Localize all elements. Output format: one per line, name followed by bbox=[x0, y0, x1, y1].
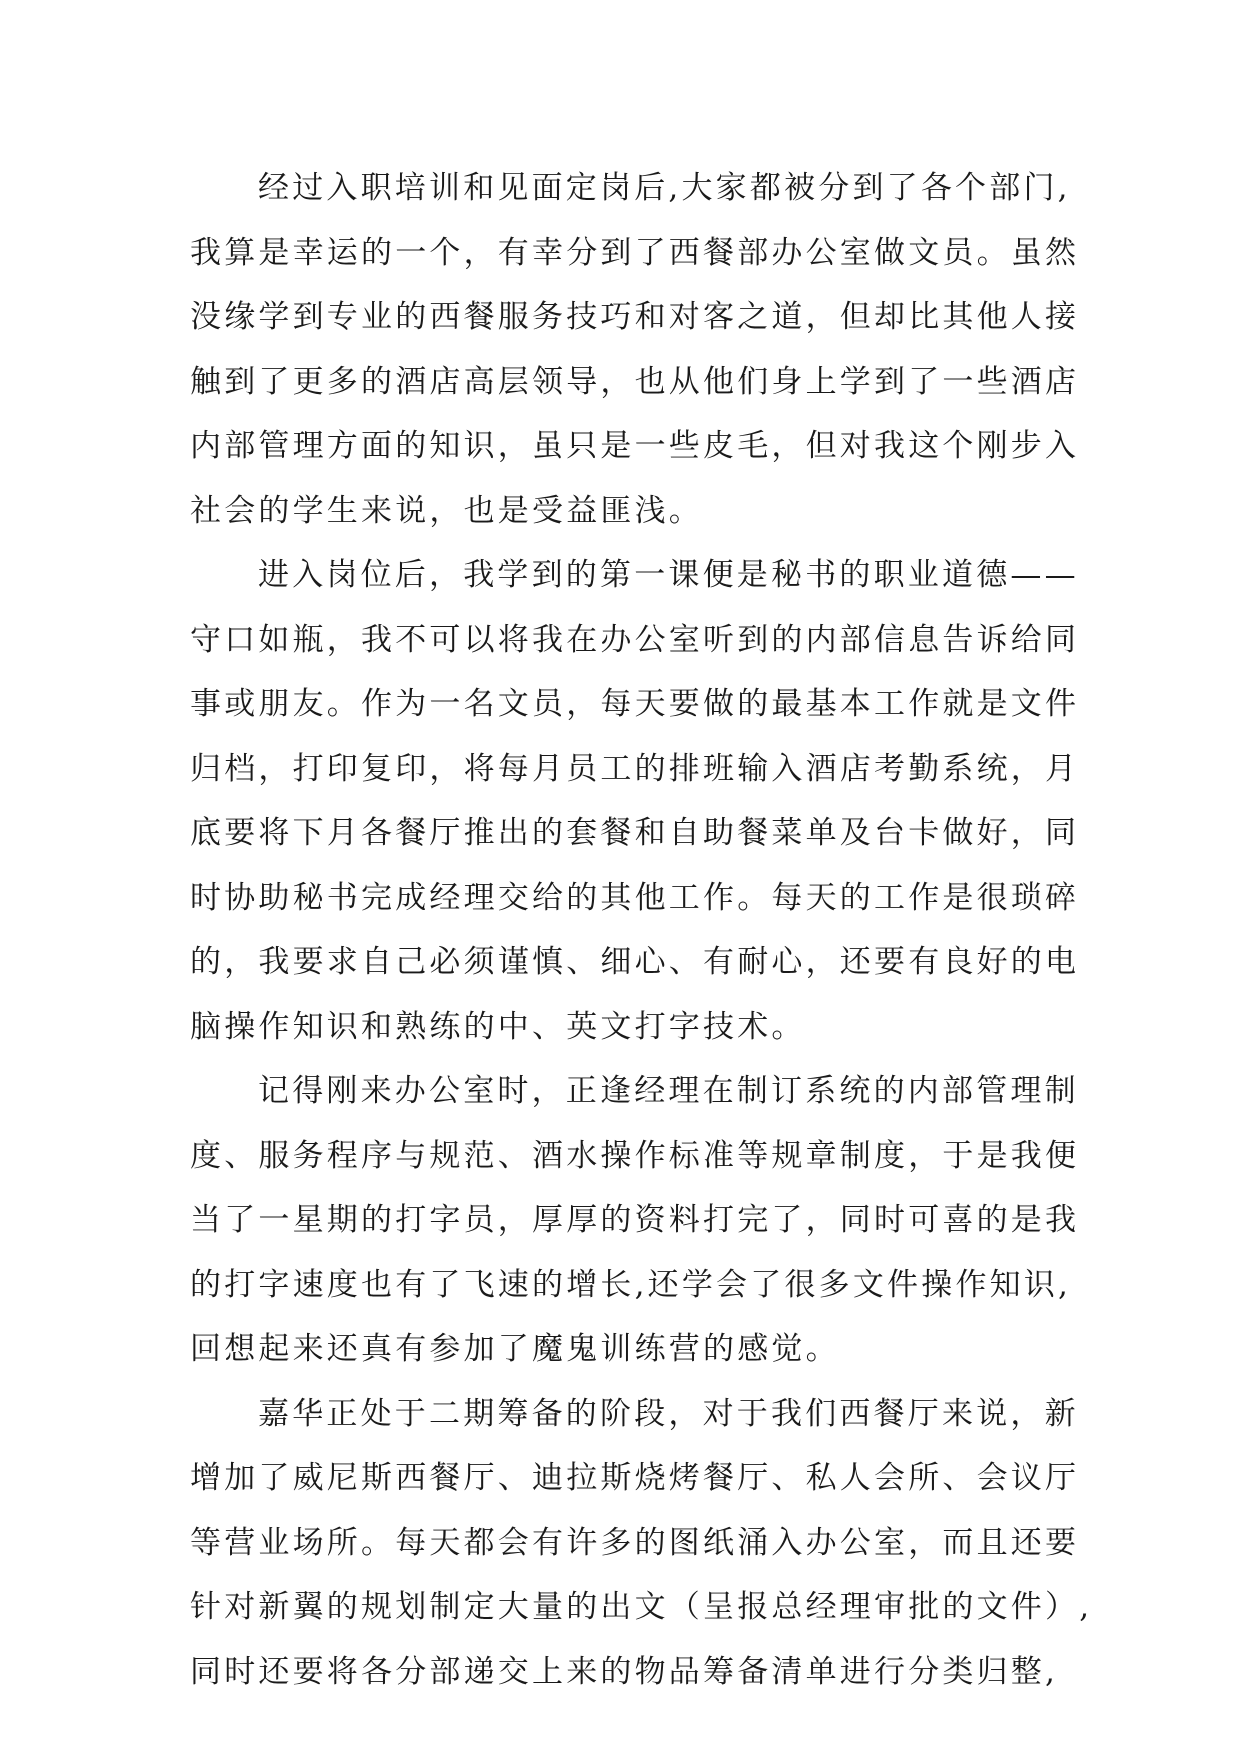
paragraph-line: 同时还要将各分部递交上来的物品筹备清单进行分类归整, bbox=[190, 1653, 1059, 1690]
paragraph-line: 我算是幸运的一个，有幸分到了西餐部办公室做文员。虽然 bbox=[190, 234, 1080, 271]
paragraph-line: 嘉华正处于二期筹备的阶段，对于我们西餐厅来说，新 bbox=[258, 1395, 1079, 1432]
paragraph-line: 针对新翼的规划制定大量的出文（呈报总经理审批的文件）, bbox=[190, 1589, 1093, 1625]
paragraph-line: 的打字速度也有了飞速的增长,还学会了很多文件操作知识, bbox=[190, 1266, 1072, 1303]
paragraph-line: 底要将下月各餐厅推出的套餐和自助餐菜单及台卡做好，同 bbox=[190, 815, 1080, 851]
paragraph-line: 没缘学到专业的西餐服务技巧和对客之道，但却比其他人接 bbox=[190, 299, 1080, 335]
paragraph-line: 事或朋友。作为一名文员，每天要做的最基本工作就是文件 bbox=[190, 686, 1080, 722]
paragraph-line: 当了一星期的打字员，厚厚的资料打完了，同时可喜的是我 bbox=[190, 1202, 1080, 1238]
paragraph-line: 回想起来还真有参加了魔鬼训练营的感觉。 bbox=[190, 1331, 840, 1367]
paragraph-line: 内部管理方面的知识，虽只是一些皮毛，但对我这个刚步入 bbox=[190, 428, 1080, 464]
paragraph-line: 时协助秘书完成经理交给的其他工作。每天的工作是很琐碎 bbox=[190, 879, 1080, 916]
paragraph-line: 守口如瓶，我不可以将我在办公室听到的内部信息告诉给同 bbox=[190, 621, 1080, 658]
paragraph-line: 的，我要求自己必须谨慎、细心、有耐心，还要有良好的电 bbox=[190, 944, 1080, 980]
paragraph-line: 记得刚来办公室时，正逢经理在制订系统的内部管理制 bbox=[258, 1073, 1079, 1109]
paragraph-line: 触到了更多的酒店高层领导，也从他们身上学到了一些酒店 bbox=[190, 363, 1080, 400]
paragraph-line: 增加了威尼斯西餐厅、迪拉斯烧烤餐厅、私人会所、会议厅 bbox=[190, 1460, 1080, 1496]
paragraph-line: 经过入职培训和见面定岗后,大家都被分到了各个部门, bbox=[258, 170, 1071, 206]
paragraph-line: 脑操作知识和熟练的中、英文打字技术。 bbox=[190, 1008, 806, 1045]
paragraph-line: 等营业场所。每天都会有许多的图纸涌入办公室，而且还要 bbox=[190, 1524, 1080, 1561]
paragraph-line: 社会的学生来说，也是受益匪浅。 bbox=[190, 492, 703, 529]
body-text bbox=[190, 156, 1110, 1704]
paragraph-line: 归档，打印复印，将每月员工的排班输入酒店考勤系统，月 bbox=[190, 750, 1080, 787]
paragraph-line: 进入岗位后，我学到的第一课便是秘书的职业道德—— bbox=[258, 557, 1079, 593]
paragraph-line: 度、服务程序与规范、酒水操作标准等规章制度，于是我便 bbox=[190, 1137, 1080, 1174]
